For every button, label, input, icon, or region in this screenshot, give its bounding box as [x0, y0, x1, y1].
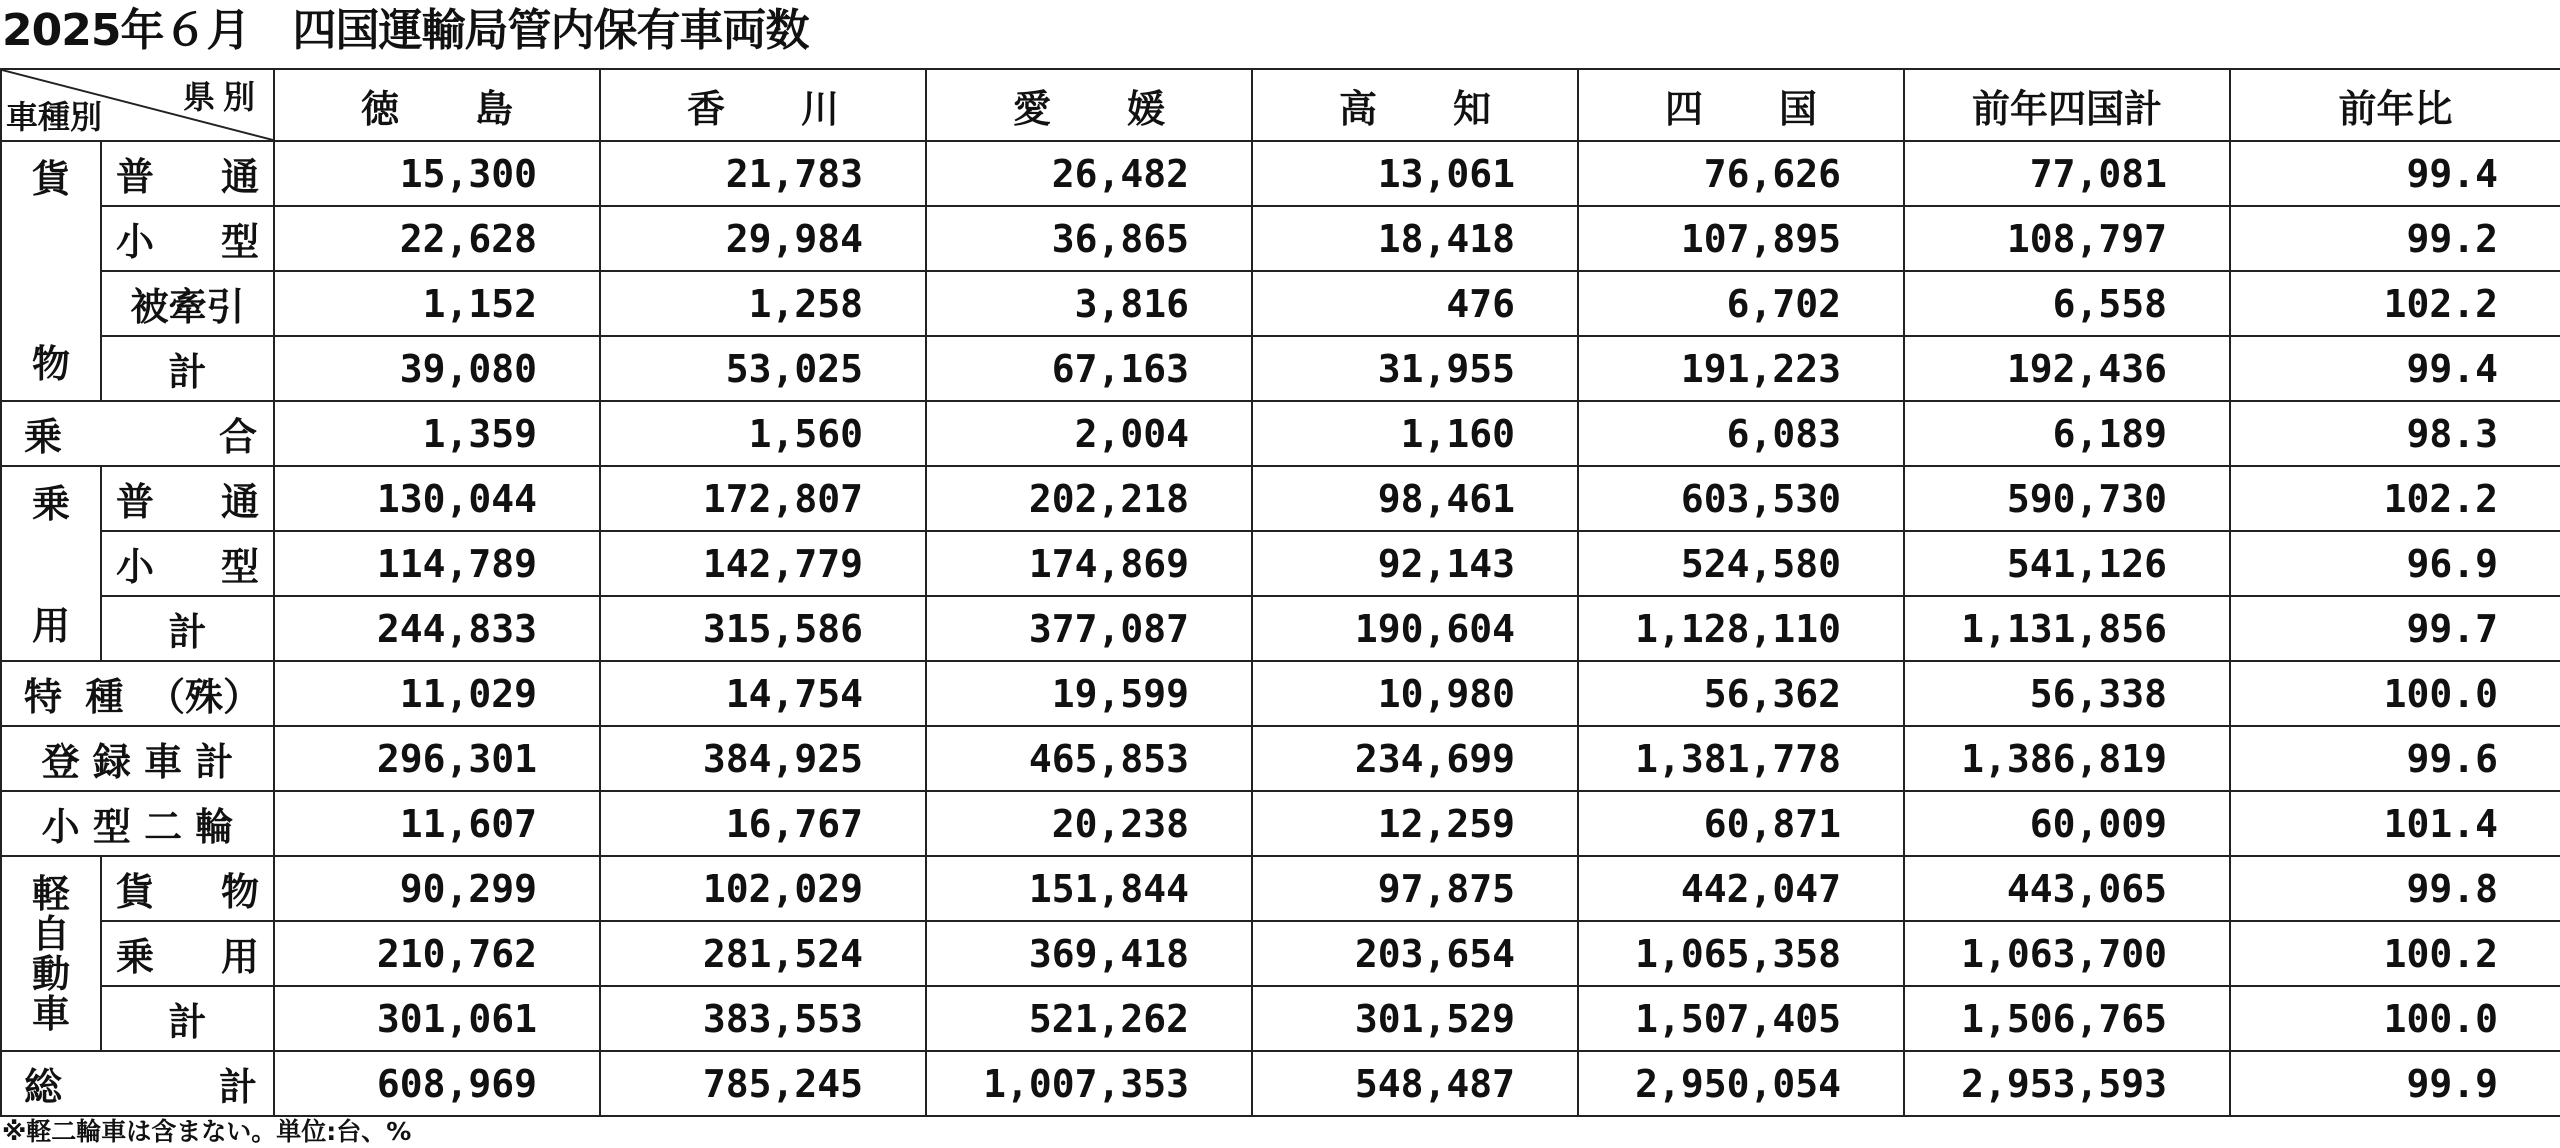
cell: 102.2 [2230, 271, 2560, 336]
group-label-kei-char: 車 [31, 991, 70, 1036]
cell: 6,702 [1578, 271, 1904, 336]
cell: 56,362 [1578, 661, 1904, 726]
cell: 20,238 [926, 791, 1252, 856]
group-label-passenger-top: 乗 [31, 482, 70, 526]
vehicle-count-table-wrap [0, 68, 2560, 1115]
cell: 1,506,765 [1904, 986, 2230, 1051]
cell: 29,984 [600, 206, 926, 271]
cell: 2,004 [926, 401, 1252, 466]
cell: 67,163 [926, 336, 1252, 401]
cell: 191,223 [1578, 336, 1904, 401]
cell: 60,871 [1578, 791, 1904, 856]
cell: 92,143 [1252, 531, 1578, 596]
cell: 1,128,110 [1578, 596, 1904, 661]
footnote: ※軽二輪車は含まない。単位:台、% [2, 1117, 412, 1146]
table-row [1, 401, 2560, 466]
cell: 590,730 [1904, 466, 2230, 531]
cell: 202,218 [926, 466, 1252, 531]
cell: 15,300 [274, 141, 600, 206]
cell: 31,955 [1252, 336, 1578, 401]
group-label-cargo-top: 貨 [31, 157, 70, 201]
cell: 1,258 [600, 271, 926, 336]
cell: 19,599 [926, 661, 1252, 726]
table-row [1, 466, 2560, 531]
cell: 1,131,856 [1904, 596, 2230, 661]
cell: 98.3 [2230, 401, 2560, 466]
table-row [1, 141, 2560, 206]
cell: 6,083 [1578, 401, 1904, 466]
cell: 14,754 [600, 661, 926, 726]
cell: 6,189 [1904, 401, 2230, 466]
table-row [1, 336, 2560, 401]
corner-vehicle-type-label: 車種別 [6, 98, 103, 136]
cell: 476 [1252, 271, 1578, 336]
cell: 1,160 [1252, 401, 1578, 466]
cell: 108,797 [1904, 206, 2230, 271]
cell: 102,029 [600, 856, 926, 921]
cell: 1,359 [274, 401, 600, 466]
cell: 1,507,405 [1578, 986, 1904, 1051]
row-label-cargo-kogata: 小 型 [101, 206, 274, 271]
cell: 101.4 [2230, 791, 2560, 856]
cell: 98,461 [1252, 466, 1578, 531]
cell: 383,553 [600, 986, 926, 1051]
cell: 96.9 [2230, 531, 2560, 596]
cell: 21,783 [600, 141, 926, 206]
cell: 39,080 [274, 336, 600, 401]
header-row [1, 69, 2560, 141]
cell: 524,580 [1578, 531, 1904, 596]
cell: 36,865 [926, 206, 1252, 271]
corner-prefecture-label: 県別 [182, 78, 263, 116]
page-title: 2025年６月 四国運輸局管内保有車両数 [2, 5, 809, 56]
cell: 369,418 [926, 921, 1252, 986]
cell: 56,338 [1904, 661, 2230, 726]
cell: 99.4 [2230, 336, 2560, 401]
col-header-prev-year-total: 前年四国計 [1904, 69, 2230, 141]
cell: 99.8 [2230, 856, 2560, 921]
table-row [1, 271, 2560, 336]
col-header-shikoku: 四 国 [1578, 69, 1904, 141]
cell: 151,844 [926, 856, 1252, 921]
cell: 13,061 [1252, 141, 1578, 206]
cell: 99.6 [2230, 726, 2560, 791]
vehicle-count-table [0, 68, 2560, 1117]
cell: 296,301 [274, 726, 600, 791]
group-label-cargo [1, 141, 101, 401]
cell: 1,065,358 [1578, 921, 1904, 986]
row-label-pass-kogata: 小 型 [101, 531, 274, 596]
cell: 234,699 [1252, 726, 1578, 791]
cell: 77,081 [1904, 141, 2230, 206]
row-label-grand-total: 総 計 [1, 1051, 274, 1116]
cell: 174,869 [926, 531, 1252, 596]
cell: 1,007,353 [926, 1051, 1252, 1116]
table-row [1, 726, 2560, 791]
cell: 100.0 [2230, 986, 2560, 1051]
cell: 10,980 [1252, 661, 1578, 726]
row-label-cargo-futsu: 普 通 [101, 141, 274, 206]
cell: 1,063,700 [1904, 921, 2230, 986]
col-header-tokushima: 徳 島 [274, 69, 600, 141]
cell: 99.2 [2230, 206, 2560, 271]
cell: 97,875 [1252, 856, 1578, 921]
cell: 100.0 [2230, 661, 2560, 726]
cell: 244,833 [274, 596, 600, 661]
table-row [1, 531, 2560, 596]
row-label-special: 特 種 （殊） [1, 661, 274, 726]
row-label-cargo-hikenin: 被牽引 [101, 271, 274, 336]
table-row [1, 791, 2560, 856]
col-header-yoy-ratio: 前年比 [2230, 69, 2560, 141]
group-label-kei [1, 856, 101, 1051]
cell: 99.7 [2230, 596, 2560, 661]
cell: 1,560 [600, 401, 926, 466]
cell: 192,436 [1904, 336, 2230, 401]
cell: 107,895 [1578, 206, 1904, 271]
cell: 1,152 [274, 271, 600, 336]
cell: 443,065 [1904, 856, 2230, 921]
cell: 114,789 [274, 531, 600, 596]
corner-header [1, 69, 274, 141]
table-row [1, 856, 2560, 921]
cell: 172,807 [600, 466, 926, 531]
group-label-kei-char: 自 [31, 911, 70, 956]
cell: 130,044 [274, 466, 600, 531]
cell: 90,299 [274, 856, 600, 921]
row-label-kei-total: 計 [101, 986, 274, 1051]
cell: 3,816 [926, 271, 1252, 336]
cell: 18,418 [1252, 206, 1578, 271]
cell: 12,259 [1252, 791, 1578, 856]
col-header-ehime: 愛 媛 [926, 69, 1252, 141]
cell: 301,061 [274, 986, 600, 1051]
group-label-passenger-bottom: 用 [31, 604, 70, 648]
cell: 22,628 [274, 206, 600, 271]
group-label-passenger [1, 466, 101, 661]
cell: 16,767 [600, 791, 926, 856]
cell: 2,950,054 [1578, 1051, 1904, 1116]
cell: 11,029 [274, 661, 600, 726]
cell: 53,025 [600, 336, 926, 401]
group-label-cargo-bottom: 物 [31, 342, 70, 386]
cell: 203,654 [1252, 921, 1578, 986]
cell: 6,558 [1904, 271, 2230, 336]
cell: 1,386,819 [1904, 726, 2230, 791]
cell: 521,262 [926, 986, 1252, 1051]
cell: 541,126 [1904, 531, 2230, 596]
table-row [1, 661, 2560, 726]
col-header-kochi: 高 知 [1252, 69, 1578, 141]
group-label-kei-char: 軽 [31, 871, 70, 916]
cell: 99.4 [2230, 141, 2560, 206]
cell: 60,009 [1904, 791, 2230, 856]
table-row [1, 596, 2560, 661]
cell: 2,953,593 [1904, 1051, 2230, 1116]
cell: 142,779 [600, 531, 926, 596]
row-label-pass-futsu: 普 通 [101, 466, 274, 531]
cell: 442,047 [1578, 856, 1904, 921]
table-row [1, 986, 2560, 1051]
cell: 548,487 [1252, 1051, 1578, 1116]
cell: 281,524 [600, 921, 926, 986]
group-label-kei-char: 動 [31, 951, 70, 996]
table-row [1, 921, 2560, 986]
cell: 100.2 [2230, 921, 2560, 986]
cell: 603,530 [1578, 466, 1904, 531]
cell: 76,626 [1578, 141, 1904, 206]
table-row [1, 206, 2560, 271]
row-label-pass-total: 計 [101, 596, 274, 661]
row-label-cargo-total: 計 [101, 336, 274, 401]
table-row [1, 1051, 2560, 1116]
cell: 99.9 [2230, 1051, 2560, 1116]
cell: 315,586 [600, 596, 926, 661]
cell: 190,604 [1252, 596, 1578, 661]
cell: 26,482 [926, 141, 1252, 206]
cell: 1,381,778 [1578, 726, 1904, 791]
col-header-kagawa: 香 川 [600, 69, 926, 141]
cell: 384,925 [600, 726, 926, 791]
row-label-registered-total: 登 録 車 計 [1, 726, 274, 791]
row-label-kei-cargo: 貨 物 [101, 856, 274, 921]
row-label-kei-passenger: 乗 用 [101, 921, 274, 986]
cell: 102.2 [2230, 466, 2560, 531]
cell: 301,529 [1252, 986, 1578, 1051]
row-label-small-bike: 小 型 二 輪 [1, 791, 274, 856]
cell: 210,762 [274, 921, 600, 986]
cell: 377,087 [926, 596, 1252, 661]
cell: 11,607 [274, 791, 600, 856]
cell: 465,853 [926, 726, 1252, 791]
cell: 785,245 [600, 1051, 926, 1116]
cell: 608,969 [274, 1051, 600, 1116]
row-label-bus: 乗 合 [1, 401, 274, 466]
